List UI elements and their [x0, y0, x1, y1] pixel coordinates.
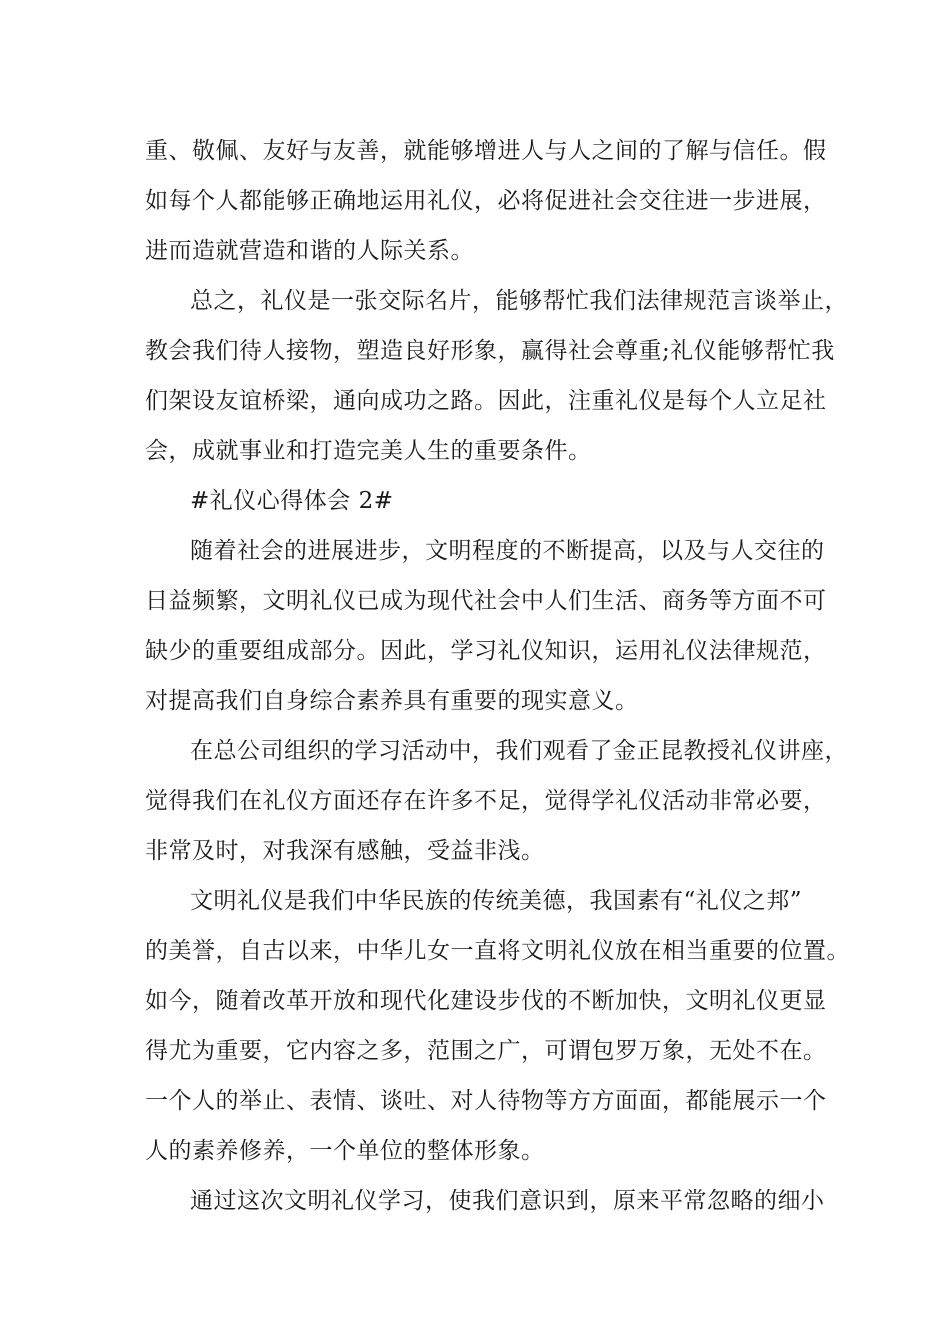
text-line: 如每个人都能够正确地运用礼仪，必将促进社会交往进一步进展，: [145, 188, 827, 214]
text-line: 进而造就营造和谐的人际关系。: [145, 238, 474, 264]
paragraph-start: 文明礼仪是我们中华民族的传统美德，我国素有“礼仪之邦”: [190, 888, 803, 914]
text-line: 会，成就事业和打造完美人生的重要条件。: [145, 438, 592, 464]
text-line: 教会我们待人接物，塑造良好形象，赢得社会尊重;礼仪能够帮忙我: [145, 338, 835, 364]
text-line: 缺少的重要组成部分。因此，学习礼仪知识，运用礼仪法律规范，: [145, 638, 827, 664]
text-line: 对提高我们自身综合素养具有重要的现实意义。: [145, 688, 639, 714]
text-line: 的美誉，自古以来，中华儿女一直将文明礼仪放在相当重要的位置。: [145, 938, 850, 964]
text-line: 觉得我们在礼仪方面还存在许多不足，觉得学礼仪活动非常必要，: [145, 788, 827, 814]
text-line: 人的素养修养，一个单位的整体形象。: [145, 1138, 545, 1164]
text-line: 如今，随着改革开放和现代化建设步伐的不断加快，文明礼仪更显: [145, 988, 827, 1014]
paragraph-start: 通过这次文明礼仪学习，使我们意识到，原来平常忽略的细小: [190, 1188, 825, 1214]
text-line: 得尤为重要，它内容之多，范围之广，可谓包罗万象，无处不在。: [145, 1038, 827, 1064]
section-heading: #礼仪心得体会 2#: [190, 488, 394, 514]
paragraph-start: 在总公司组织的学习活动中，我们观看了金正昆教授礼仪讲座，: [190, 738, 848, 764]
text-line: 一个人的举止、表情、谈吐、对人待物等方方面面，都能展示一个: [145, 1088, 827, 1114]
text-line: 日益频繁，文明礼仪已成为现代社会中人们生活、商务等方面不可: [145, 588, 827, 614]
text-line: 重、敬佩、友好与友善，就能够增进人与人之间的了解与信任。假: [145, 138, 827, 164]
text-line: 非常及时，对我深有感触，受益非浅。: [145, 838, 545, 864]
paragraph-start: 随着社会的进展进步，文明程度的不断提高，以及与人交往的: [190, 538, 825, 564]
text-line: 们架设友谊桥梁，通向成功之路。因此，注重礼仪是每个人立足社: [145, 388, 827, 414]
paragraph-start: 总之，礼仪是一张交际名片，能够帮忙我们法律规范言谈举止，: [190, 288, 848, 314]
